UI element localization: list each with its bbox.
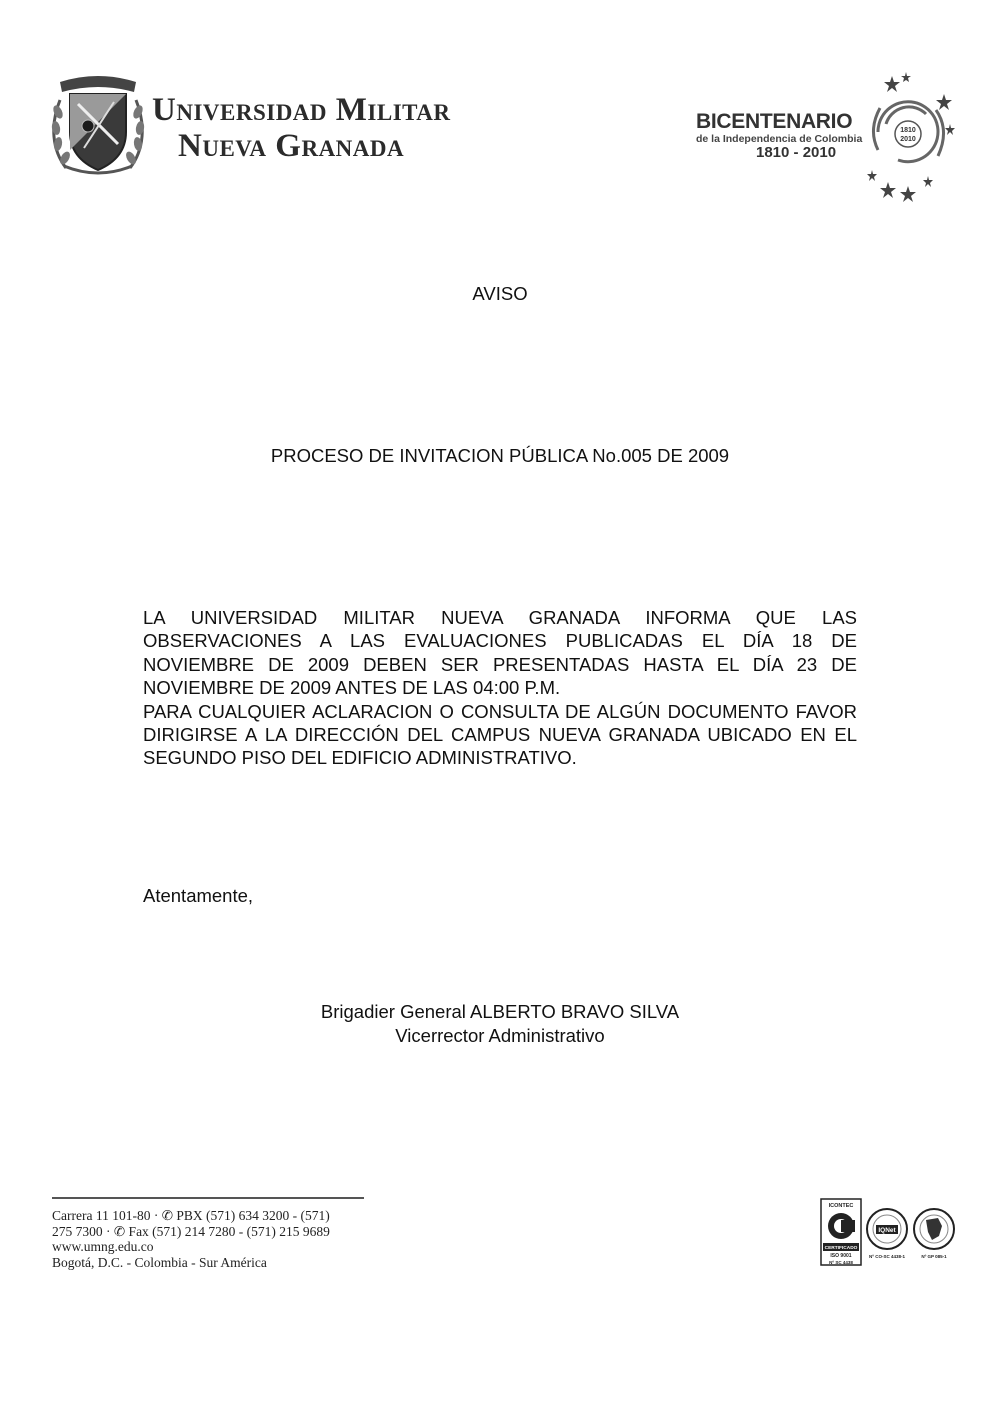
signer-role: Vicerrector Administrativo [395, 1025, 605, 1046]
footer-address [52, 1208, 382, 1270]
icontec-standard: ISO 9001 [830, 1253, 852, 1259]
bicentenario-star-emblem-icon [858, 70, 958, 205]
signer-name: Brigadier General ALBERTO BRAVO SILVA [320, 1001, 680, 1022]
icontec-number: Nº SC 4438 [829, 1260, 853, 1265]
notice-paragraph-1: LA UNIVERSIDAD MILITAR NUEVA GRANADA INFORMA QUE LAS OBSERVACIONES A LAS EVALUACIONES PUBLICADAS EL DÍA 18 DE NOVIEMBRE DE 2009 DEBEN SER PRESENTADAS HASTA EL DÍA 23 DE NOVIEMBRE DE 2009 ANTES DE LAS 04:00 P.M. [143, 607, 857, 699]
footer-website: www.umng.edu.co [52, 1239, 154, 1254]
notice-paragraph-2: PARA CUALQUIER ACLARACION O CONSULTA DE ALGÚN DOCUMENTO FAVOR DIRIGIRSE A LA DIRECCIÓN DEL CAMPUS NUEVA GRANADA UBICADO EN EL SEGUNDO PISO DEL EDIFICIO ADMINISTRATIVO. [143, 700, 857, 769]
footer-city: Bogotá, D.C. - Colombia - Sur América [52, 1254, 267, 1270]
bicentenario-title: BICENTENARIO [696, 110, 853, 133]
bicentenario-emblem-year-bottom: 2010 [900, 136, 916, 143]
umng-logo [48, 70, 451, 180]
bicentenario-subtitle: de la Independencia de Colombia [696, 133, 863, 145]
iqnet-number: Nº CO-SC 4438-1 [869, 1254, 905, 1259]
bicentenario-emblem-year-top: 1810 [900, 127, 916, 134]
bicentenario-logo [690, 70, 958, 205]
icontec-certification-icon [821, 1199, 861, 1265]
closing-salutation: Atentamente, [143, 885, 254, 906]
document-heading: AVISO [472, 283, 528, 304]
umng-logo-line1: Universidad Militar [152, 92, 451, 128]
university-shield-icon [48, 70, 148, 178]
icontec-status: CERTIFICADO [824, 1246, 858, 1251]
process-title: PROCESO DE INVITACION PÚBLICA No.005 DE 2009 [270, 445, 730, 466]
iqnet-certification-icon [867, 1209, 907, 1259]
bicentenario-years: 1810 - 2010 [756, 144, 837, 161]
notice-body [143, 606, 857, 770]
umng-logo-line2: Nueva Granada [178, 128, 405, 164]
gp-number: Nº GP 085-1 [921, 1254, 947, 1259]
iqnet-name: IQNet [878, 1227, 896, 1234]
icontec-name: ICONTEC [828, 1203, 854, 1209]
footer-address-line2: 275 7300 · ✆ Fax (571) 214 7280 - (571) 215 9689 [52, 1223, 330, 1239]
gp-certification-icon [914, 1209, 954, 1259]
footer-address-line1: Carrera 11 101-80 · ✆ PBX (571) 634 3200 - (571) [52, 1208, 330, 1223]
certification-logos [820, 1198, 956, 1270]
footer-divider [52, 1197, 364, 1199]
